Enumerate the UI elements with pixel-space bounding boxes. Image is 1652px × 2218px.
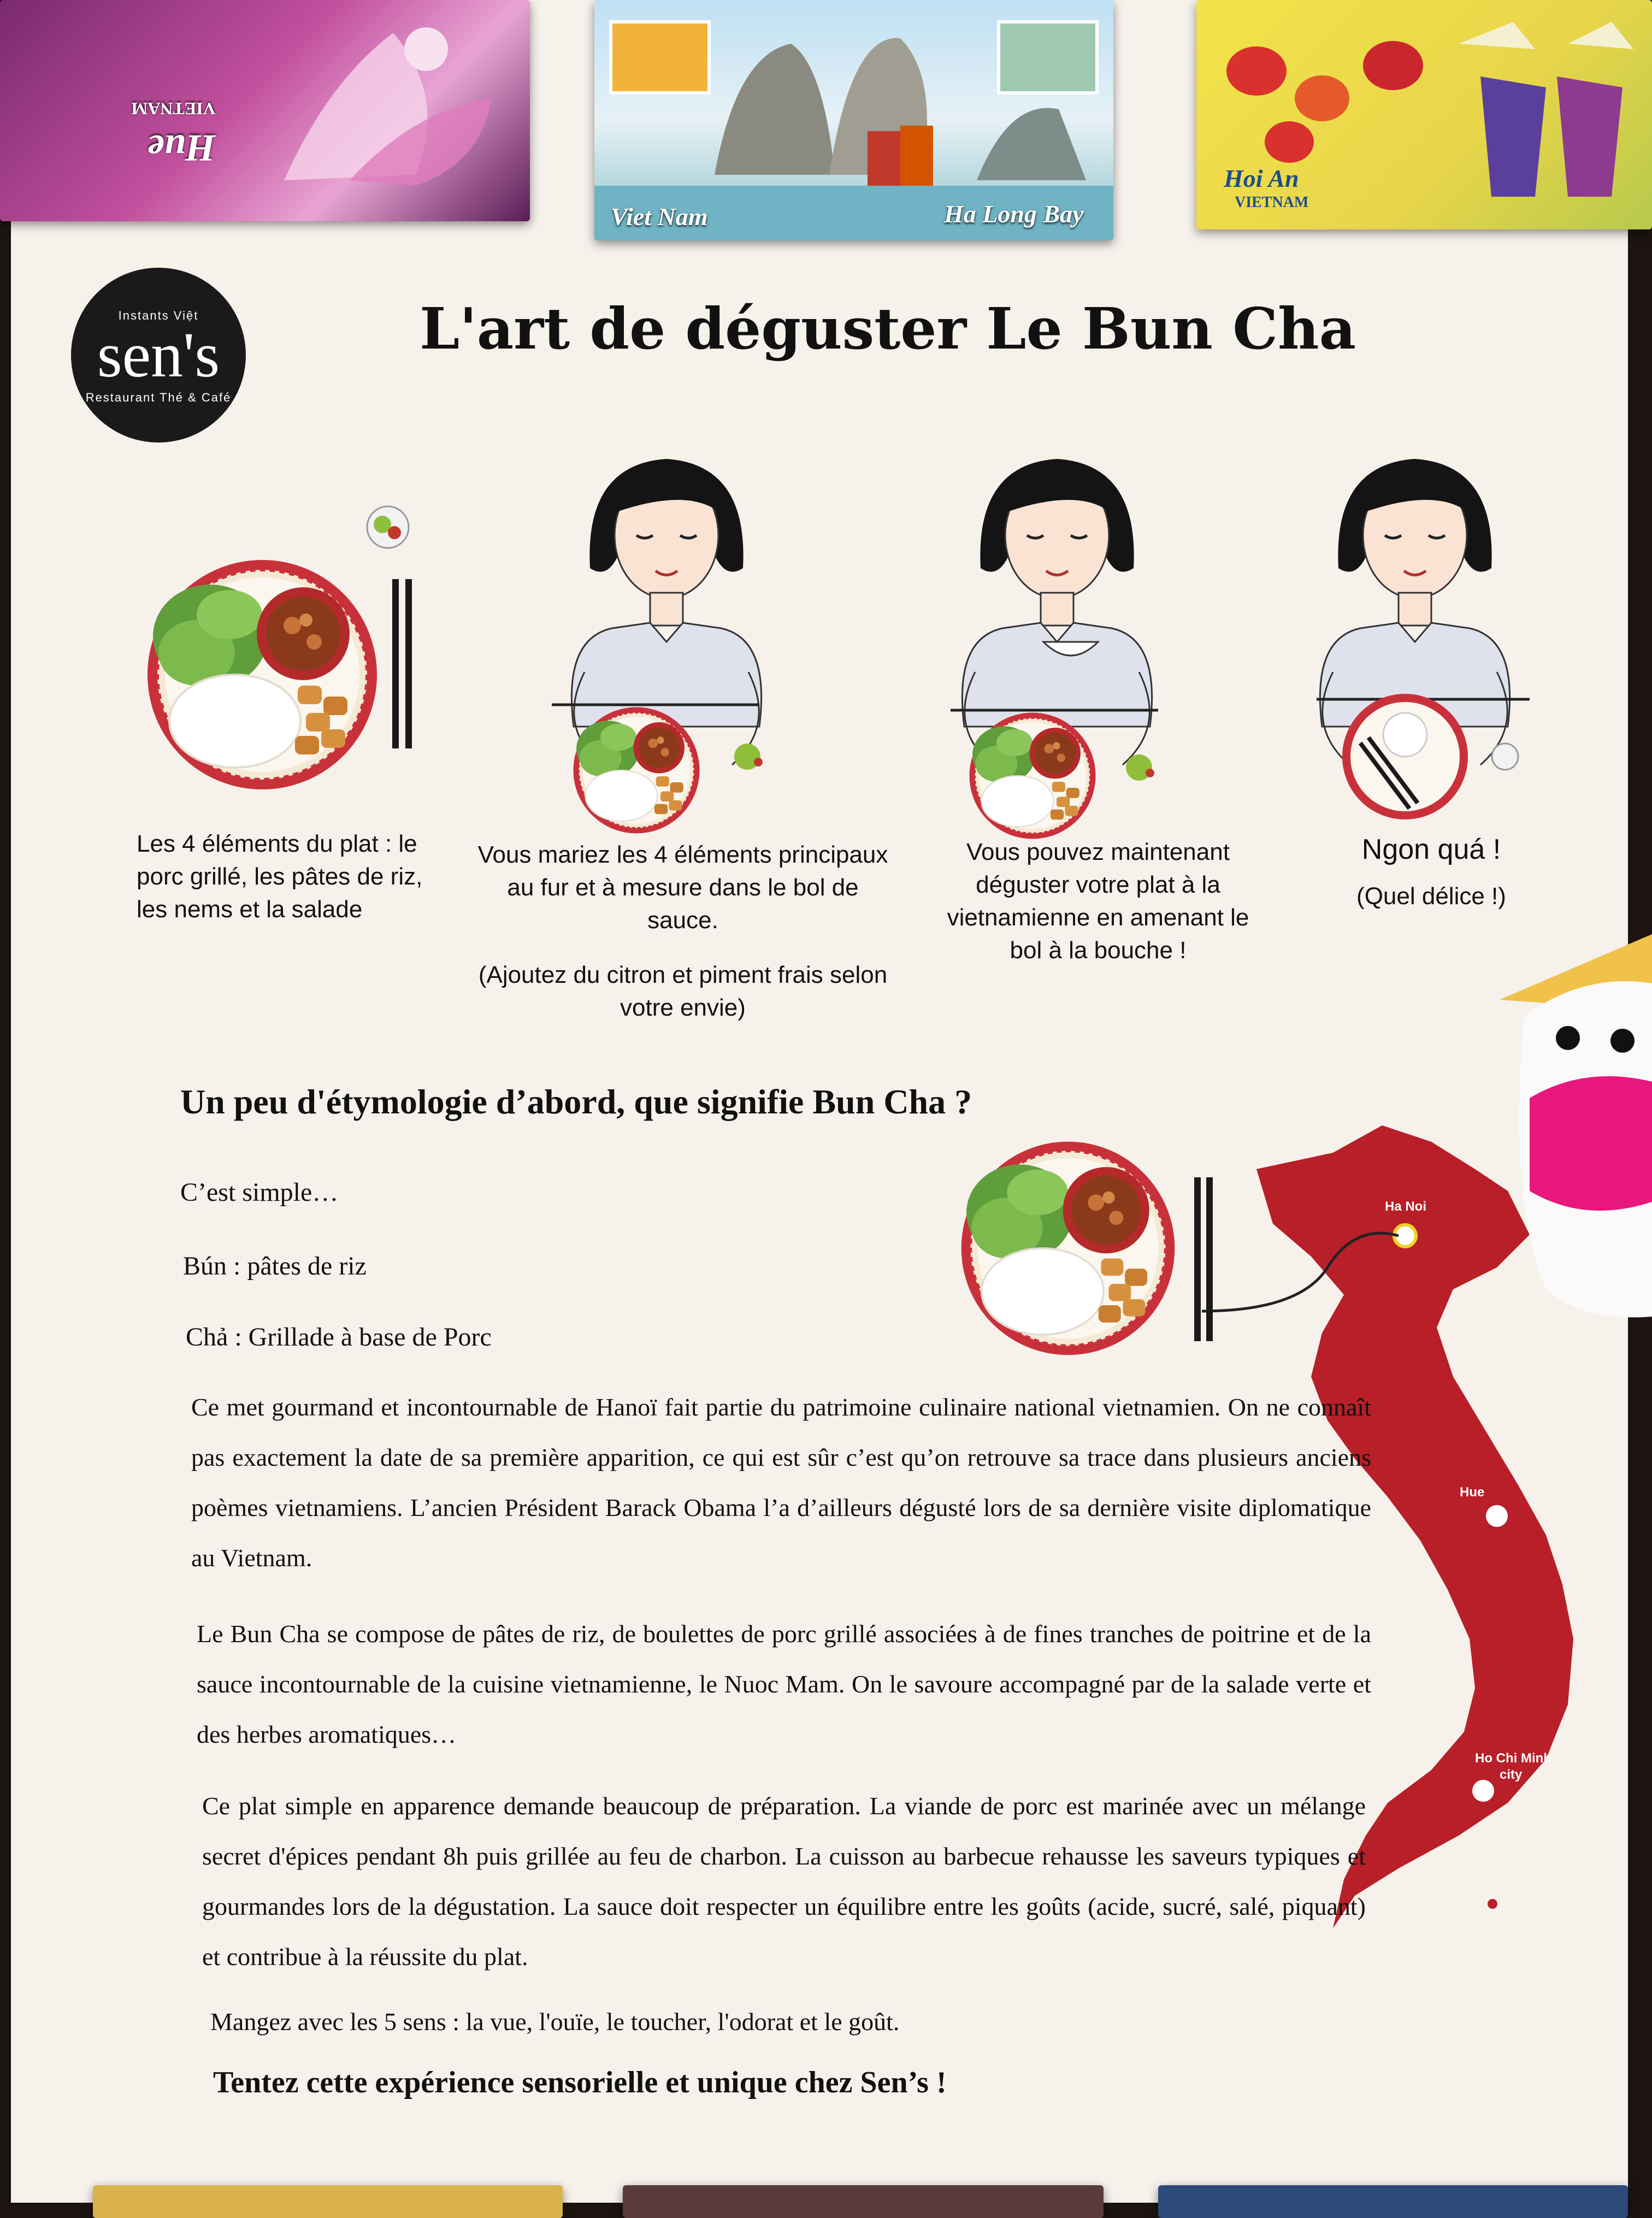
map-label-hue: Hue bbox=[1460, 1485, 1485, 1500]
bottom-magnet-right bbox=[1158, 2185, 1628, 2218]
step-4-text: Ngon quá ! bbox=[1361, 834, 1501, 865]
logo-top-text: Instants Việt bbox=[118, 309, 199, 322]
doll-magnet-icon bbox=[1500, 934, 1652, 1317]
map-label-hcm-city: city bbox=[1500, 1767, 1523, 1782]
logo-name: sen's bbox=[97, 319, 220, 391]
ha-long-bay-caption: Ha Long Bay bbox=[944, 200, 1084, 228]
map-label-hcm: Ho Chi Minh bbox=[1475, 1751, 1551, 1766]
hoi-an-caption: Hoi An bbox=[1224, 164, 1299, 192]
page-title: L'art de déguster Le Bun Cha bbox=[419, 295, 1356, 362]
step-4-note: (Quel délice !) bbox=[1356, 883, 1506, 910]
logo-bottom-text: Restaurant Thé & Café bbox=[85, 391, 232, 404]
paragraph-preparation: Ce plat simple en apparence demande beaucoup de préparation. La viande de porc est marinée avec un mélange secret d'épices pendant 8h puis grillée au feu de charbon. La cuisson au barbecue rehausse les saveurs typiques et gourmandes lors de la dégustation. La sauce doit respecter un équilibre entre les goûts (acide, sucré, salé, piquant) et contribue à la réussite du plat. bbox=[202, 1792, 1366, 1971]
hue-caption: Hue bbox=[148, 127, 216, 169]
paragraph-five-senses: Mangez avec les 5 sens : la vue, l'ouïe, le toucher, l'odorat et le goût. bbox=[210, 2008, 900, 2036]
viet-nam-caption: Viet Nam bbox=[611, 203, 708, 231]
step-2-note: (Ajoutez du citron et piment frais selon votre envie) bbox=[478, 961, 888, 1021]
hue-country: VIETNAM bbox=[131, 99, 216, 119]
bottom-magnet-left bbox=[93, 2185, 563, 2218]
closing-line: Tentez cette expérience sensorielle et unique chez Sen’s ! bbox=[213, 2066, 947, 2099]
paragraph-history: Ce met gourmand et incontournable de Hanoï fait partie du patrimoine culinaire national vietnamien. On ne connaît pas exactement la date de sa première apparition, ce qui est sûr c’est qu’on retrouve sa trace dans plusieurs anciens poèmes vietnamiens. L’ancien Président Barack Obama l’a d’ailleurs dégusté lors de sa dernière visite diplomatique au Vietnam. bbox=[191, 1393, 1371, 1572]
chopsticks-icon bbox=[1194, 1177, 1213, 1341]
map-label-hanoi: Ha Noi bbox=[1385, 1199, 1427, 1214]
etymology-bun: Bún : pâtes de riz bbox=[183, 1252, 367, 1281]
step-3-text: Vous pouvez maintenant déguster votre plat à la vietnamienne en amenant le bol à la bouche ! bbox=[947, 839, 1249, 964]
step-2-text: Vous mariez les 4 éléments principaux au fur et à mesure dans le bol de sauce. bbox=[477, 841, 888, 934]
bun-cha-plate-icon bbox=[961, 1142, 1175, 1355]
etymology-heading: Un peu d'étymologie d’abord, que signifie Bun Cha ? bbox=[180, 1082, 972, 1121]
hoi-an-country: VIETNAM bbox=[1235, 194, 1309, 211]
step-1-text: Les 4 éléments du plat : le porc grillé, les pâtes de riz, les nems et la salade bbox=[137, 830, 423, 923]
bottom-magnet-center bbox=[623, 2185, 1104, 2218]
paragraph-composition: Le Bun Cha se compose de pâtes de riz, de boulettes de porc grillé associées à de fines tranches de poitrine et de la sauce incontournable de la cuisine vietnamienne, le Nuoc Mam. On le savoure accompagné par de la salade verte et des herbes aromatiques… bbox=[197, 1620, 1371, 1748]
etymology-intro: C’est simple… bbox=[180, 1178, 339, 1207]
etymology-cha: Chả : Grillade à base de Porc bbox=[186, 1323, 492, 1352]
